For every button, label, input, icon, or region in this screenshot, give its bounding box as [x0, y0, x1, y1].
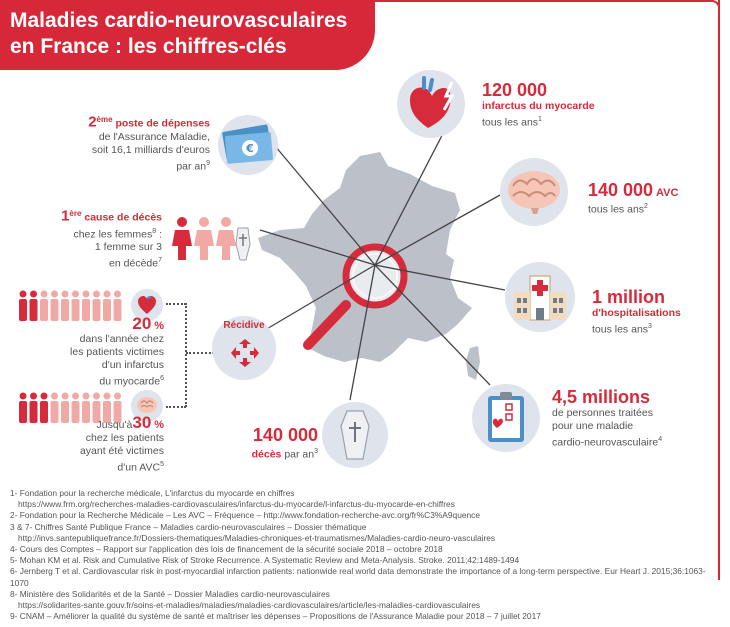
- heart-lightning-icon: [402, 74, 462, 134]
- person-head: [41, 393, 48, 400]
- footnote: 8- Ministère des Solidarités et de la Santé – Dossier Maladies cardio-neurovasculaires https://solidarites-sante.gouv.fr/soins-et-maladies/maladies/maladies-cardiovasculaires/article/les-maladies-cardiovasculaires: [10, 588, 481, 611]
- person-head: [114, 291, 121, 298]
- person-head: [30, 291, 37, 298]
- footnote: 1- Fondation pour la recherche médicale, L'infarctus du myocarde en chiffres https://www.frm.org/recherches-maladies-cardiovasculaires/infarctus-du-myocarde/l-infarctus-du-myocarde-en-chiffres: [10, 488, 455, 510]
- frame-border-right: [718, 0, 720, 580]
- person-head: [20, 393, 27, 400]
- frame-border-top: [375, 0, 720, 10]
- brain-icon: [505, 168, 563, 216]
- dotted-connector: [185, 303, 187, 407]
- person-head: [30, 393, 37, 400]
- person-head: [51, 291, 58, 298]
- svg-text:€: €: [246, 142, 254, 155]
- footnotes: [10, 488, 710, 622]
- stat-depenses: 2ème poste de dépenses de l'Assurance Maladie, soit 16,1 milliards d'euros par $an^9$: [88, 113, 210, 172]
- footnote: 2- Fondation pour la Recherche Médicale – Les AVC – Fréquence – http://www.fondation-recherche-avc.org/fr%C3%A9quence: [10, 510, 481, 521]
- stat-avc: 140 000 AVC tous les ans$^2$: [588, 180, 679, 216]
- person-head: [104, 291, 111, 298]
- person-head: [114, 393, 121, 400]
- person-head: [20, 291, 27, 298]
- stat-infarctus: 120 000 infarctus du myocarde tous les ans$^1$: [482, 80, 595, 129]
- person-head: [93, 393, 100, 400]
- person-head: [51, 393, 58, 400]
- person-head: [62, 291, 69, 298]
- person-head: [72, 291, 79, 298]
- dotted-connector: [166, 406, 186, 408]
- clipboard-heart-icon: [484, 390, 528, 446]
- banknote-euro-icon: [220, 124, 276, 166]
- coffin-icon: [337, 408, 373, 462]
- person-head: [83, 291, 90, 298]
- footnote: 5- Mohan KM et al. Risk and Cumulative Risk of Stroke Recurrence. A Systematic Review and Meta-Analysis. Stroke. 2011;42:1489-1494: [10, 555, 520, 566]
- cycle-arrows-icon: [228, 336, 262, 370]
- footnote: 9- CNAM – Améliorer la qualité du système de santé et maîtriser les dépenses – Propositions de l'Assurance Maladie pour 2018 – 7 juillet 2017: [10, 611, 541, 622]
- stat-deces-femmes: 1ère cause de décès chez les femmes$^8$ : 1 femme sur 3 en décède$^7$: [61, 207, 162, 270]
- person-head: [104, 393, 111, 400]
- person-head: [72, 393, 79, 400]
- person-head: [41, 291, 48, 298]
- recidive-label: Récidive: [223, 320, 265, 331]
- women-coffin-icon: [170, 214, 252, 262]
- dotted-connector: [186, 352, 214, 354]
- footnote: 6- Jernberg T et al. Cardiovascular risk in post-myocardial infarction patients: nationwide real world data demonstrate the importance of a long-term perspective. Eur Heart J. 2015;36:1063-1070: [10, 566, 706, 588]
- person-head: [93, 291, 100, 298]
- dotted-connector: [166, 303, 186, 305]
- stat-recidive-avc: Jusqu'à30 % chez les patients ayant été victimes d'un AVC$^5$: [79, 413, 164, 474]
- footnote: 4- Cours des Comptes – Rapport sur l'application des lois de financement de la sécurité sociale 2018 – octobre 2018: [10, 544, 443, 555]
- hospital-icon: [510, 270, 570, 326]
- footnote: 3 & 7- Chiffres Santé Publique France – Maladies cardio-neurovasculaires – Dossier thématique http://invs.santepubliquefrance.fr/Dossiers-thematiques/Maladies-chroniques-et-traumatismes/Maladies-cardio-neuro-vasculaires: [10, 521, 496, 543]
- stat-hospitalisations: 1 million d'hospitalisations tous les ans$^3$: [592, 287, 681, 336]
- stat-traitees: 4,5 millions de personnes traitées pour une maladie cardio-neurovasculaire$^4$: [552, 387, 663, 449]
- person-head: [62, 393, 69, 400]
- person-head: [83, 393, 90, 400]
- stat-recidive-infarctus: 20 % dans l'année chez les patients victimes d'un infarctus du myocarde$^6$: [70, 314, 164, 388]
- stat-deces: 140 000 décès par $an^3$: [251, 425, 318, 461]
- page-title: Maladies cardio-neurovasculaires en France : les chiffres-clés: [10, 9, 348, 58]
